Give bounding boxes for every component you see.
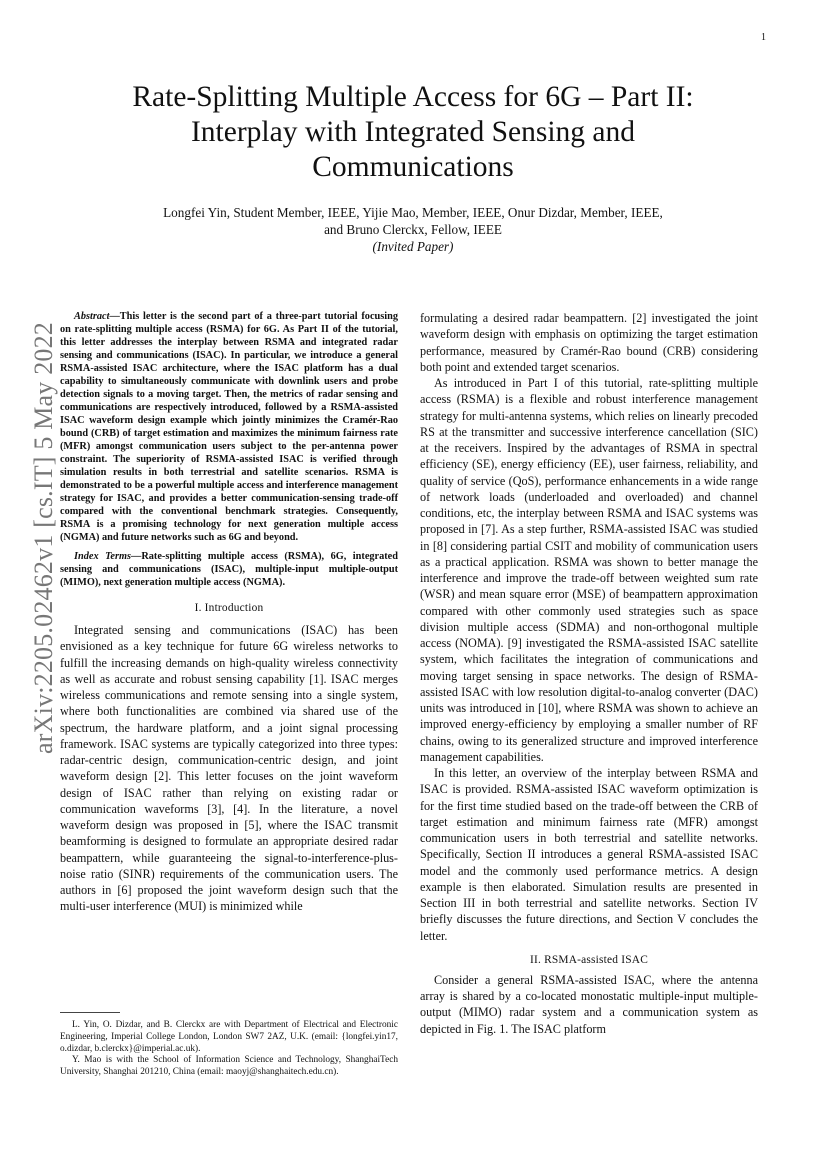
index-terms-label: Index Terms <box>74 551 132 562</box>
arxiv-stamp-text: arXiv:2205.02462v1 [cs.IT] 5 May 2022 <box>29 322 58 754</box>
title-line: Interplay with Integrated Sensing and <box>190 116 635 148</box>
author-block <box>60 204 766 255</box>
author-line-2: and Bruno Clerckx, Fellow, IEEE <box>324 222 502 237</box>
title-line: Rate-Splitting Multiple Access for 6G – Part II: <box>132 81 694 113</box>
page-number: 1 <box>761 32 766 43</box>
footnotes <box>60 1020 398 1079</box>
footnote-affiliation-1: L. Yin, O. Dizdar, and B. Clerckx are with Department of Electrical and Electronic Engineering, Imperial College London, London SW7 2AZ, U.K. (email: {longfei.yin17, o.dizdar, b.clerckx}@imperial.ac.uk). <box>60 1020 398 1054</box>
intro-paragraph-1: Integrated sensing and communications (ISAC) has been envisioned as a key technique for future 6G wireless networks to fulfill the increasing demands on high-quality wireless connectivity as well as accurate and robust sensing capability [1]. ISAC merges wireless communications and remote sensing into a single system, where both functionalities are combined via shared use of the spectrum, the hardware platform, and a joint signal processing framework. ISAC systems are typically categorized into three types: radar-centric design, communication-centric design, and joint waveform design [2]. This letter focuses on the joint waveform design of ISAC rather than relying on existing radar or communication waveforms [3], [4]. In the literature, a novel waveform design was proposed in [5], where the ISAC transmit beamforming is designed to formulate an appropriate desired radar beampattern, while guaranteeing the signal-to-interference-plus-noise ratio (SINR) requirements of the communication users. The authors in [6] proposed the joint waveform design such that the multi-user interference (MUI) is minimized while <box>60 623 398 914</box>
section-heading-rsma-isac: II. RSMA-assisted ISAC <box>530 953 648 966</box>
left-column <box>60 310 398 915</box>
intro-paragraph-1-continued: formulating a desired radar beampattern. [2] investigated the joint waveform design with emphasis on optimizing the target estimation performance, measured by Cramér-Rao bound (CRB) considering both point and extended target scenarios. <box>420 311 758 374</box>
footnote-affiliation-2: Y. Mao is with the School of Information Science and Technology, ShanghaiTech University, Shanghai 201210, China (email: maoyj@shanghaitech.edu.cn). <box>60 1055 398 1078</box>
abstract-label: Abstract <box>74 311 110 322</box>
right-column <box>420 310 758 1037</box>
abstract <box>60 310 398 544</box>
intro-paragraph-2: As introduced in Part I of this tutorial, rate-splitting multiple access (RSMA) is a flexible and robust interference management strategy for multi-antenna systems, which relies on linearly precoded RS at the transmitter and successive interference cancellation (SIC) at the receivers. Inspired by the advantages of RSMA in spectral efficiency (SE), energy efficiency (EE), user fairness, reliability, and quality of service (QoS), performance enhancements in a wide range of network loads (underloaded and overloaded) and channel conditions, etc, the interplay between RSMA and ISAC systems was proposed in [7]. As a step further, RSMA-assisted ISAC was studied in [8] considering partial CSIT and mobility of communication users as a practical application. RSMA was shown to better manage the interference and improve the trade-off between weighted sum rate (WSR) and mean square error (MSE) of beampattern approximation compared with other commonly used strategies such as space division multiple access (SDMA) and non-orthogonal multiple access (NOMA). [9] investigated the RSMA-assisted ISAC satellite system, which facilitates the integration of communications and moving target sensing in space networks. The design of RSMA-assisted ISAC with low resolution digital-to-analog converter (DAC) units was introduced in [10], where RSMA was shown to achieve an improved energy-efficiency by employing a smaller number of RF chains, owing to its generalized structure and improved interference management capabilities. <box>420 376 758 764</box>
index-terms-text: —Rate-splitting multiple access (RSMA), 6G, integrated sensing and communications (ISAC), multiple-input multiple-output (MIMO), next generation multiple access (NGMA). <box>60 551 398 588</box>
paper-title <box>60 80 766 185</box>
invited-paper-note: (Invited Paper) <box>372 239 454 254</box>
footnote-rule <box>60 1012 120 1013</box>
title-line: Communications <box>312 151 514 183</box>
index-terms <box>60 550 398 589</box>
intro-paragraph-3: In this letter, an overview of the interplay between RSMA and ISAC is provided. RSMA-assisted ISAC waveform optimization is for the first time studied based on the trade-off between the CRB of target estimation and minimum fairness rate (MFR) amongst communication users in both terrestrial and satellite networks. Specifically, Section II introduces a general RSMA-assisted ISAC model and the commonly used performance metrics. A design example is then elaborated. Simulation results are presented in Section III in both terrestrial and satellite networks. Section IV briefly discusses the future directions, and Section V concludes the letter. <box>420 766 758 943</box>
abstract-text: —This letter is the second part of a three-part tutorial focusing on rate-splitting multiple access (RSMA) for 6G. As Part II of the tutorial, this letter addresses the interplay between RSMA and integrated radar sensing and communications (ISAC). In particular, we introduce a general RSMA-assisted ISAC architecture, where the ISAC platform has a dual capability to simultaneously communicate with downlink users and probe detection signals to a moving target. Then, the metrics of radar sensing and communications are respectively introduced, followed by a RSMA-assisted ISAC waveform design example which jointly minimizes the Cramér-Rao bound (CRB) of target estimation and maximizes the minimum fairness rate (MFR) amongst communication users subject to the per-antenna power constraint. The superiority of RSMA-assisted ISAC is verified through simulation results in both terrestrial and satellite scenarios. RSMA is demonstrated to be a powerful multiple access and interference management strategy for ISAC, and provides a better communication-sensing trade-off compared with the conventional benchmark strategies. Consequently, RSMA is a promising technology for next generation multiple access (NGMA) and future networks such as 6G and beyond. <box>60 311 398 543</box>
section2-paragraph-1: Consider a general RSMA-assisted ISAC, where the antenna array is shared by a co-located monostatic multiple-input multiple-output (MIMO) radar system and a communication system as depicted in Fig. 1. The ISAC platform <box>420 972 758 1036</box>
author-line-1: Longfei Yin, Student Member, IEEE, Yijie Mao, Member, IEEE, Onur Dizdar, Member, IEEE, <box>163 205 663 220</box>
section-heading-introduction: I. Introduction <box>194 602 264 614</box>
